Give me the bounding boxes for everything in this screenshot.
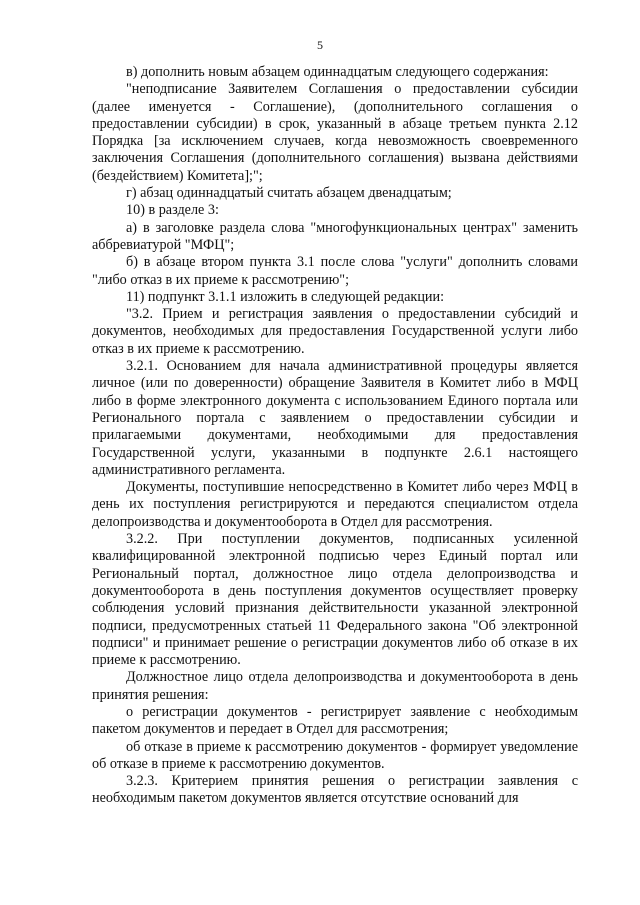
paragraph-documents-received: Документы, поступившие непосредственно в Комитет либо через МФЦ в день их поступления регистрируются и передаются специалистом отдела делопроизводства и документооборота в Отдел для рассмотрения. <box>92 479 578 530</box>
paragraph-3-2: "3.2. Прием и регистрация заявления о предоставлении субсидий и документов, необходимых для предоставления Государственной услуги либо отказ в их приеме к рассмотрению. <box>92 306 578 357</box>
paragraph-subpoint-3-1-1: 11) подпункт 3.1.1 изложить в следующей редакции: <box>126 288 445 305</box>
paragraph-eleventh-to-twelfth: г) абзац одиннадцатый считать абзацем двенадцатым; <box>126 185 452 202</box>
document-body <box>92 64 578 808</box>
paragraph-registration: о регистрации документов - регистрирует заявление с необходимым пакетом документов и передает в Отдел для рассмотрения; <box>92 703 578 738</box>
paragraph-refusal: об отказе в приеме к рассмотрению документов - формирует уведомление об отказе в приеме к рассмотрению документов. <box>92 738 578 772</box>
paragraph-3-2-3: 3.2.3. Критерием принятия решения о регистрации заявления с необходимым пакетом документов является отсутствие оснований для <box>92 773 578 807</box>
page-number: 5 <box>317 38 323 52</box>
paragraph-point-3-1: б) в абзаце втором пункта 3.1 после слова "услуги" дополнить словами "либо отказ в их приеме к рассмотрению"; <box>92 254 578 288</box>
paragraph-3-2-1: 3.2.1. Основанием для начала административной процедуры является личное (или по доверенности) обращение Заявителя в Комитет либо в МФЦ либо в форме электронного документа с использованием Единого портала или Регионального портала с заявлением о предоставлении субсидии и прилагаемыми документами, необходимыми для предоставления Государственной услуги, указанными в подпункте 2.6.1 настоящего административного регламента. <box>92 358 578 478</box>
paragraph-add-eleventh: в) дополнить новым абзацем одиннадцатым следующего содержания: <box>126 64 549 80</box>
paragraph-section-3: 10) в разделе 3: <box>126 202 219 219</box>
paragraph-quote-non-signing: "неподписание Заявителем Соглашения о предоставлении субсидии (далее именуется - Соглашение), (дополнительного соглашения о предоставлении субсидии) в срок, указанный в абзаце третьем пункта 2.12 Порядка [за исключением случаев, когда невозможность своевременного заключения Соглашения (дополнительного соглашения) вызвана действиями (бездействием) Комитета];"; <box>92 81 578 184</box>
paragraph-3-2-2: 3.2.2. При поступлении документов, подписанных усиленной квалифицированной электронной подписью через Единый портал или Региональный портал, должностное лицо отдела делопроизводства и документооборота в день поступления документов осуществляет проверку соблюдения условий признания действительности указанной электронной подписи, предусмотренных статьей 11 Федерального закона "Об электронной подписи" и принимает решение о регистрации документов либо об отказе в их приеме к рассмотрению. <box>92 531 578 669</box>
paragraph-official-decision: Должностное лицо отдела делопроизводства и документооборота в день принятия решения: <box>92 669 578 703</box>
paragraph-heading-mfc: а) в заголовке раздела слова "многофункциональных центрах" заменить аббревиатурой "МФЦ"; <box>92 219 578 253</box>
